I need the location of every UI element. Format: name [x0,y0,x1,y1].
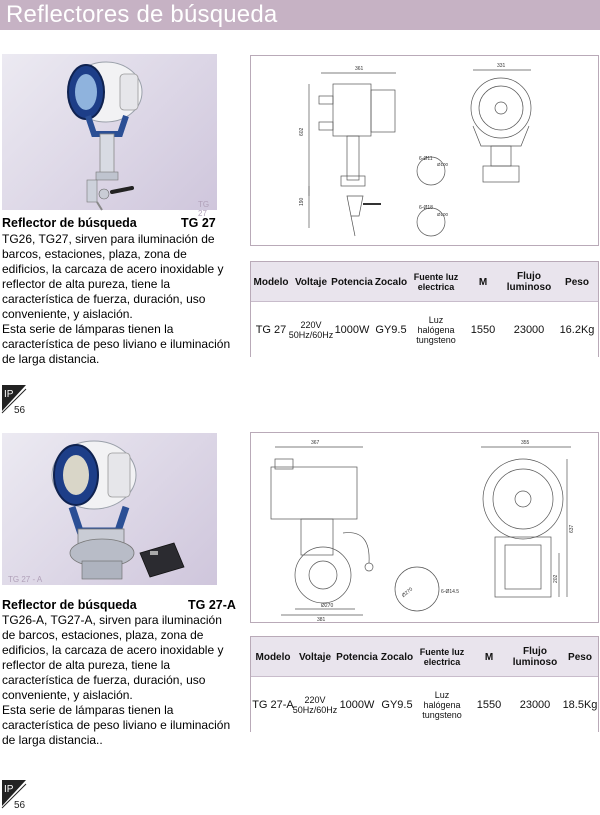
dim-label: 202 [553,574,559,583]
dim-label: 361 [355,66,364,72]
product-description [2,232,248,367]
description-line: TG26, TG27, sirven para iluminación de [2,232,215,246]
page-banner [0,0,600,30]
col-header-voltaje: Voltaje [294,276,328,288]
cell-fuente [409,303,463,357]
description-line: de larga distancia.. [2,733,103,747]
description-line: Esta serie de lámparas tienen la [2,703,174,717]
cell-modelo: TG 27-A [252,698,294,711]
dim-label: Ø270 [400,586,414,599]
col-header-peso: Peso [568,651,592,663]
dim-label: Ø100 [437,162,449,167]
cell-fuente [415,678,469,732]
spec-table-tg27 [250,261,599,357]
cell-m: 1550 [476,698,502,711]
spec-table-tg27a [250,636,599,732]
dimension-drawing [251,56,600,247]
dim-label: Ø270 [321,603,334,609]
fuente-line: halógena [423,700,461,710]
cell-peso: 18.5Kg [562,698,598,711]
dim-label: 6-Ø18 [419,205,433,211]
voltaje-line: 50Hz/60Hz [292,705,338,715]
ip-top-text: IP [4,784,14,795]
col-header-modelo: Modelo [255,651,291,663]
description-line: TG26-A, TG27-A, sirven para iluminación [2,613,222,627]
description-line: edificios, la carcaza de acero inoxidable y [2,262,224,276]
col-header-zocalo: Zocalo [380,651,414,663]
cell-flujo: 23000 [519,698,551,711]
description-line: característica de fuerza, duración, uso [2,673,206,687]
cell-potencia: 1000W [339,698,375,711]
product-model: TG 27-A [188,598,236,612]
description-line: edificios, la carcaza de acero inoxidable y [2,643,224,657]
table-row [251,303,598,357]
cell-m: 1550 [470,323,496,336]
product-photo-tg27 [2,54,217,218]
cell-voltaje [288,303,334,357]
description-line: característica de peso liviano e iluminación [2,337,231,351]
col-header-voltaje: Voltaje [298,651,332,663]
dim-label: 602 [299,127,305,136]
voltaje-line: 50Hz/60Hz [288,330,334,340]
cell-peso: 16.2Kg [559,323,595,336]
voltaje-line: 220V [300,320,322,330]
col-header-m: M [478,276,488,288]
description-line: reflector de alta pureza, tiene la [2,277,171,291]
table-row [251,678,598,732]
col-header-modelo: Modelo [253,276,289,288]
cell-potencia: 1000W [334,323,370,336]
description-line: característica de fuerza, duración, uso [2,292,206,306]
col-header-peso: Peso [565,276,589,288]
searchlight-image [2,54,217,210]
product-model: TG 27 [181,216,216,230]
description-line: característica de peso liviano e iluminación [2,718,231,732]
ip-badge-icon [2,385,28,415]
table-header-row [251,262,598,302]
col-header-potencia: Potencia [331,276,373,288]
voltaje-line: 220V [304,695,326,705]
page-title: Reflectores de búsqueda [6,1,278,28]
fuente-line: Luz [434,690,450,700]
cell-modelo: TG 27 [255,323,287,336]
ip-bottom-text: 56 [14,800,26,811]
photo-caption: TG 27 - A [8,575,43,584]
product-description [2,613,248,748]
dim-label: Ø100 [437,212,449,217]
description-line: de barcos, estaciones, plaza, zona de [2,628,204,642]
col-header-potencia: Potencia [336,651,378,663]
ip-badge-icon [2,780,28,810]
ip-bottom-text: 56 [14,405,26,416]
fuente-line: tungsteno [416,335,456,345]
dim-label: 637 [569,524,575,533]
cell-zocalo: GY9.5 [381,698,413,711]
col-header-fuente: Fuente luz electrica [419,647,465,667]
dim-label: 331 [497,63,506,69]
cell-flujo: 23000 [513,323,545,336]
dim-label: 355 [521,440,530,446]
ip-rating-badge [2,780,28,810]
ip-rating-badge [2,385,28,415]
dimension-drawing [251,433,600,624]
dim-label: 367 [311,440,320,446]
fuente-line: tungsteno [422,710,462,720]
dim-label: 6-Ø11 [419,156,433,162]
description-line: barcos, estaciones, plaza, zona de [2,247,187,261]
fuente-line: Luz [428,315,444,325]
col-header-m: M [484,651,494,663]
col-header-fuente: Fuente luz electrica [413,272,459,292]
cell-voltaje [292,678,338,732]
technical-drawing-tg27 [250,55,599,246]
description-line: conveniente, y aislación. [2,307,133,321]
description-line: conveniente, y aislación. [2,688,133,702]
description-line: de larga distancia. [2,352,100,366]
col-header-flujo: Flujo luminoso [512,646,558,668]
photo-caption: TG 27 [198,200,210,218]
product-title: Reflector de búsqueda [2,598,137,612]
searchlight-image [2,433,217,585]
description-line: reflector de alta pureza, tiene la [2,658,171,672]
dim-label: 381 [317,617,326,623]
table-header-row [251,637,598,677]
product-title: Reflector de búsqueda [2,216,137,230]
cell-zocalo: GY9.5 [375,323,407,336]
dim-label: 190 [299,197,305,206]
technical-drawing-tg27a [250,432,599,623]
ip-top-text: IP [4,389,14,400]
dim-label: 6-Ø14.5 [441,589,460,595]
product-photo-tg27a [2,433,217,585]
fuente-line: halógena [417,325,455,335]
col-header-flujo: Flujo luminoso [506,271,552,293]
col-header-zocalo: Zocalo [374,276,408,288]
description-line: Esta serie de lámparas tienen la [2,322,174,336]
